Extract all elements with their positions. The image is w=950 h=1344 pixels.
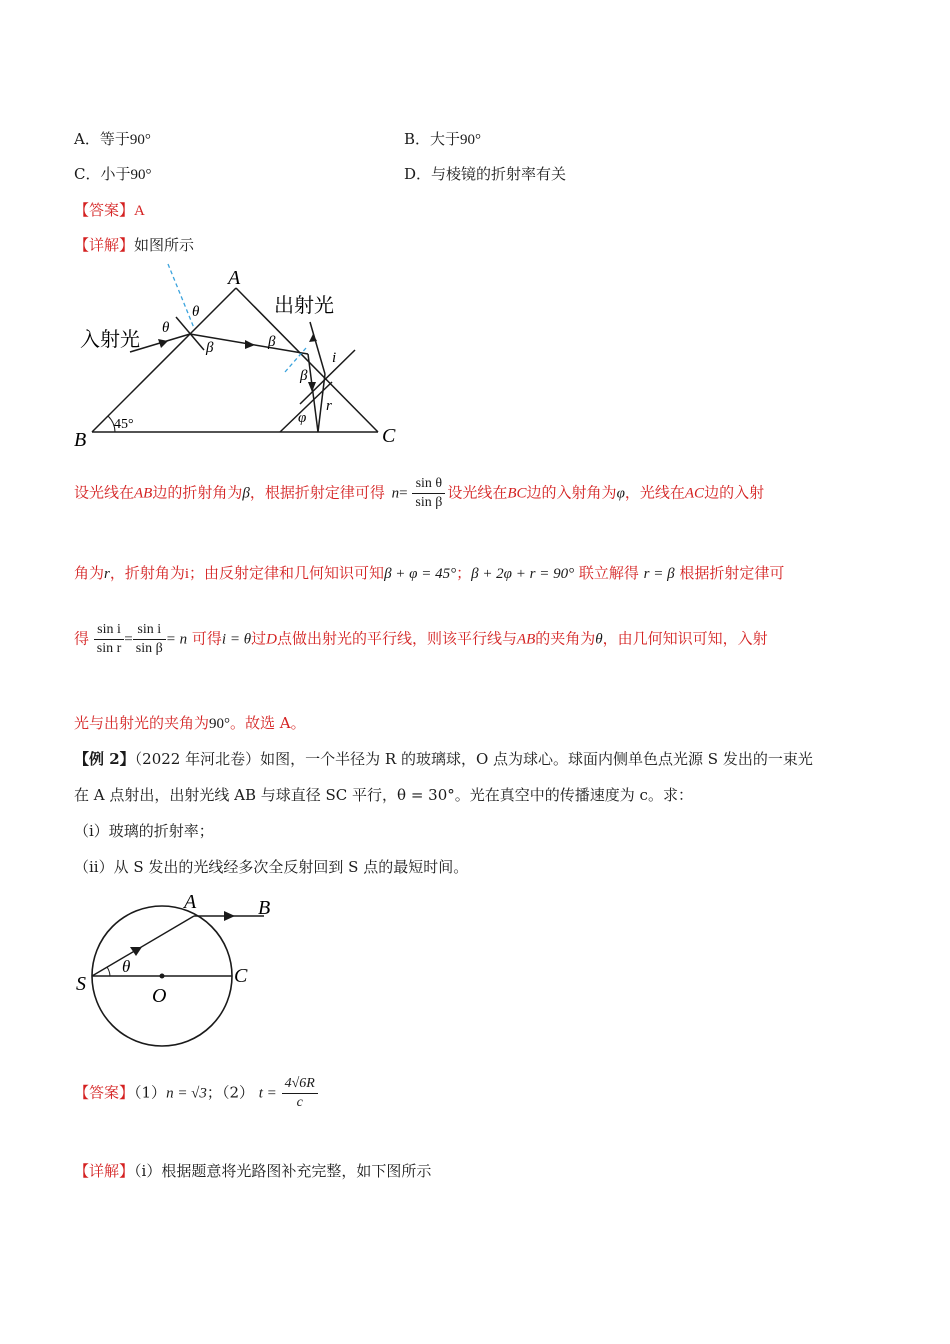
svg-text:θ: θ (192, 304, 200, 320)
example2-question-1: （i）玻璃的折射率； (74, 822, 214, 840)
detail2-line: 【详解】（i）根据题意将光路图补充完整，如下图所示 (74, 1162, 432, 1180)
svg-text:B: B (258, 897, 271, 919)
arrow-refracted (245, 340, 255, 349)
svg-text:θ: θ (162, 320, 170, 336)
svg-text:O: O (152, 985, 167, 1007)
center-o (160, 974, 165, 979)
sphere-diagram (70, 890, 290, 1050)
explain-line-2: 角为r，折射角为i；由反射定律和几何知识可知β + φ = 45°；β + 2φ + r = 90° 联立解得 r = β 根据折射定律可 (74, 564, 785, 582)
example2-line-1: 【例 2】（2022 年河北卷）如图，一个半径为 R 的玻璃球，O 点为球心。球面内侧单色点光源 S 发出的一束光 (74, 750, 813, 768)
normal-dashed-ab (168, 264, 194, 328)
svg-text:S: S (76, 973, 86, 995)
answer-line: 【答案】A (74, 201, 145, 219)
svg-text:i: i (332, 350, 337, 366)
vertex-b: B (74, 429, 87, 451)
example2-line-2: 在 A 点射出，出射光线 AB 与球直径 SC 平行，θ = 30°。光在真空中的传播速度为 c。求： (74, 786, 693, 804)
option-b: B．大于90° (404, 130, 482, 148)
explain-line-3: 得 $\frac{\text{sin i}}{\text{sin r}}$ = $\frac{\text{sin i}}{\text{sin β}}$ = n 可得i = θ过D点做出射光的平行线，则该平行线与AB的夹角为θ，由几何知识可知，入射 (74, 622, 768, 656)
detail-line: 【详解】如图所示 (74, 236, 195, 254)
prism-edge-ab (92, 288, 236, 432)
explain-line-4: 光与出射光的夹角为90°。故选 A。 (74, 714, 306, 732)
angle-45-label: 45° (114, 417, 134, 432)
svg-text:A: A (184, 891, 197, 913)
outgoing-label: 出射光 (274, 295, 334, 317)
option-a: A．等于90° (74, 130, 151, 148)
arrow-ab (224, 911, 235, 921)
example2-question-2: （ii）从 S 发出的光线经多次全反射回到 S 点的最短时间。 (74, 858, 469, 876)
svg-text:β: β (300, 368, 308, 384)
vertex-a: A (228, 267, 241, 289)
option-c: C．小于90° (74, 165, 152, 183)
incident-label: 入射光 (80, 329, 140, 351)
svg-text:θ: θ (122, 957, 131, 976)
svg-text:β: β (206, 340, 214, 356)
prism-diagram (70, 262, 410, 452)
svg-text:φ: φ (298, 410, 307, 426)
svg-text:β: β (268, 334, 276, 350)
option-d: D．与棱镜的折射率有关 (404, 165, 567, 183)
svg-text:C: C (234, 965, 248, 987)
vertex-c: C (382, 425, 396, 447)
explain-line-1: 设光线在AB边的折射角为β，根据折射定律可得 n= $\frac{\text{sin θ}}{\text{sin β}}$ 设光线在BC边的入射角为φ，光线在AC边的入射 (74, 476, 765, 510)
arrow-exit (309, 334, 317, 342)
svg-text:r: r (326, 398, 332, 414)
answer2-line: 【答案】（1）n = √3；（2） t = $\frac{4√6R}{c}$ (74, 1076, 318, 1111)
arrow-sa (130, 947, 142, 956)
